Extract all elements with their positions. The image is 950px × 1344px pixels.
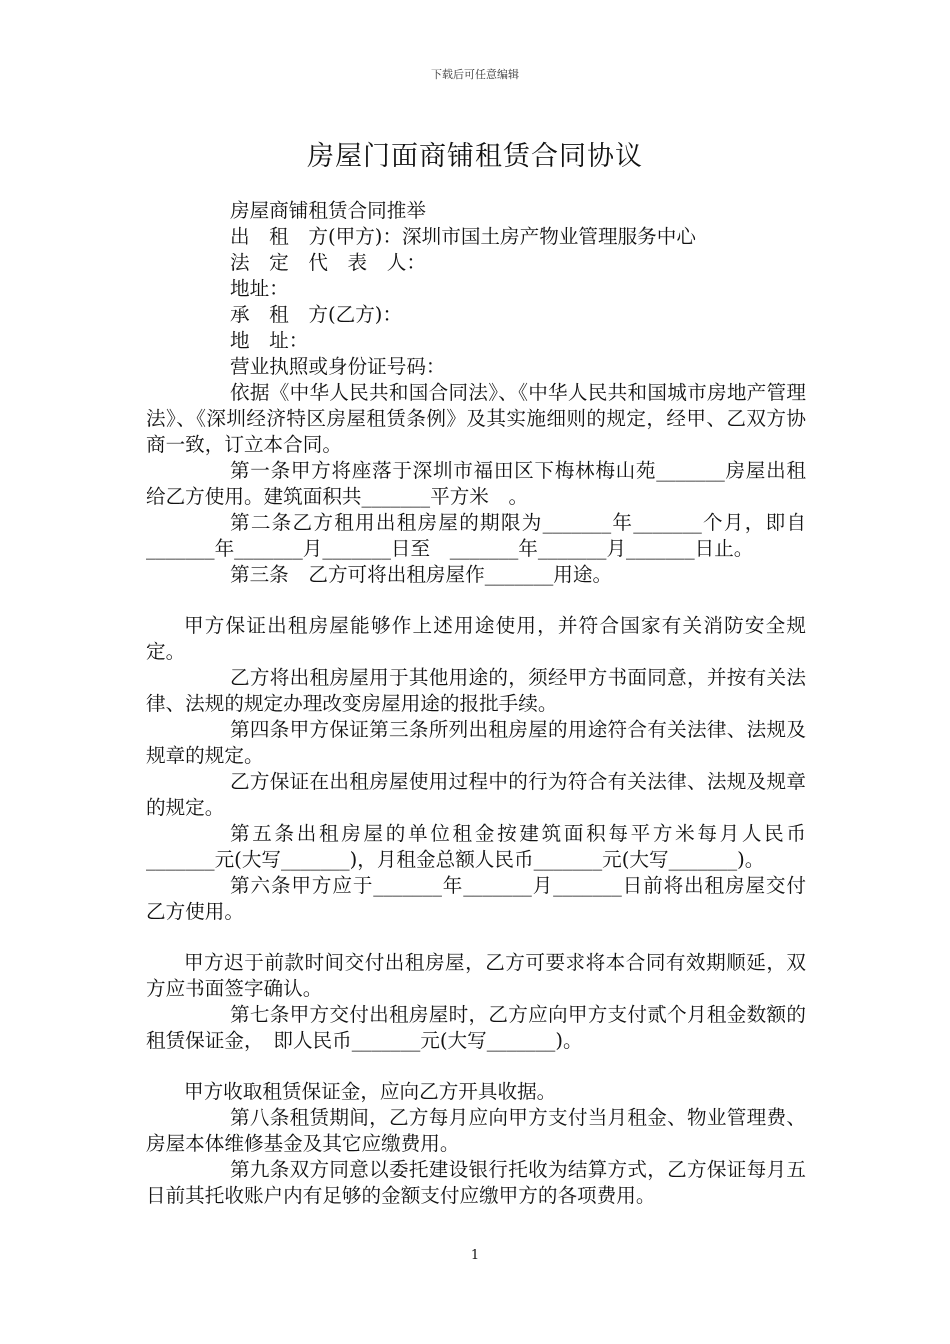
paragraph-article-6-delay: 甲方迟于前款时间交付出租房屋，乙方可要求将本合同有效期顺延，双方应书面签字确认。 xyxy=(146,951,806,1000)
paragraph-lessee: 承 租 方(乙方)： xyxy=(230,303,403,326)
paragraph-article-9: 第九条双方同意以委托建设银行托收为结算方式，乙方保证每月五日前其托收账户内有足够的金额支付应缴甲方的各项费用。 xyxy=(146,1158,806,1207)
paragraph-article-3-guarantee: 甲方保证出租房屋能够作上述用途使用，并符合国家有关消防安全规定。 xyxy=(146,614,806,663)
paragraph-article-4: 第四条甲方保证第三条所列出租房屋的用途符合有关法律、法规及规章的规定。 xyxy=(146,718,806,767)
paragraph-recommend: 房屋商铺租赁合同推举 xyxy=(230,199,426,222)
paragraph-basis: 依据《中华人民共和国合同法》、《中华人民共和国城市房地产管理法》、《深圳经济特区房屋租赁条例》及其实施细则的规定，经甲、乙双方协商一致，订立本合同。 xyxy=(146,381,806,456)
paragraph-legal-rep: 法 定 代 表 人： xyxy=(230,251,426,274)
paragraph-article-3: 第三条 乙方可将出租房屋作_______用途。 xyxy=(230,563,613,586)
paragraph-article-1: 第一条甲方将座落于深圳市福田区下梅林梅山苑_______房屋出租给乙方使用。建筑面积共_______平方米 。 xyxy=(146,459,806,508)
paragraph-article-2: 第二条乙方租用出租房屋的期限为_______年_______个月，即自_______年_______月_______日至 _______年_______月_______日止。 xyxy=(146,511,806,560)
header-note: 下载后可任意编辑 xyxy=(431,68,519,81)
paragraph-gap xyxy=(146,588,806,613)
paragraph-gap xyxy=(146,925,806,950)
paragraph-article-3-change-use: 乙方将出租房屋用于其他用途的，须经甲方书面同意，并按有关法律、法规的规定办理改变房屋用途的报批手续。 xyxy=(146,666,806,715)
paragraph-article-8: 第八条租赁期间，乙方每月应向甲方支付当月租金、物业管理费、房屋本体维修基金及其它应缴费用。 xyxy=(146,1106,806,1155)
paragraph-gap xyxy=(146,1054,806,1079)
paragraph-article-5: 第五条出租房屋的单位租金按建筑面积每平方米每月人民币_______元(大写_______)，月租金总额人民币_______元(大写_______)。 xyxy=(146,822,806,871)
page-number: 1 xyxy=(470,1248,480,1263)
document-body xyxy=(146,198,806,1209)
document-title: 房屋门面商铺租赁合同协议 xyxy=(307,141,643,172)
paragraph-lessor: 出 租 方(甲方)：深圳市国土房产物业管理服务中心 xyxy=(230,225,696,248)
paragraph-article-4-lessee: 乙方保证在出租房屋使用过程中的行为符合有关法律、法规及规章的规定。 xyxy=(146,770,806,819)
paragraph-lessee-address: 地 址： xyxy=(230,329,309,352)
paragraph-license-id: 营业执照或身份证号码： xyxy=(230,355,446,378)
paragraph-lessor-address: 地址： xyxy=(230,277,289,300)
paragraph-article-6: 第六条甲方应于_______年_______月_______日前将出租房屋交付乙方使用。 xyxy=(146,874,806,923)
paragraph-article-7: 第七条甲方交付出租房屋时，乙方应向甲方支付贰个月租金数额的租赁保证金， 即人民币_______元(大写_______)。 xyxy=(146,1003,806,1052)
paragraph-article-7-receipt: 甲方收取租赁保证金，应向乙方开具收据。 xyxy=(184,1080,557,1103)
